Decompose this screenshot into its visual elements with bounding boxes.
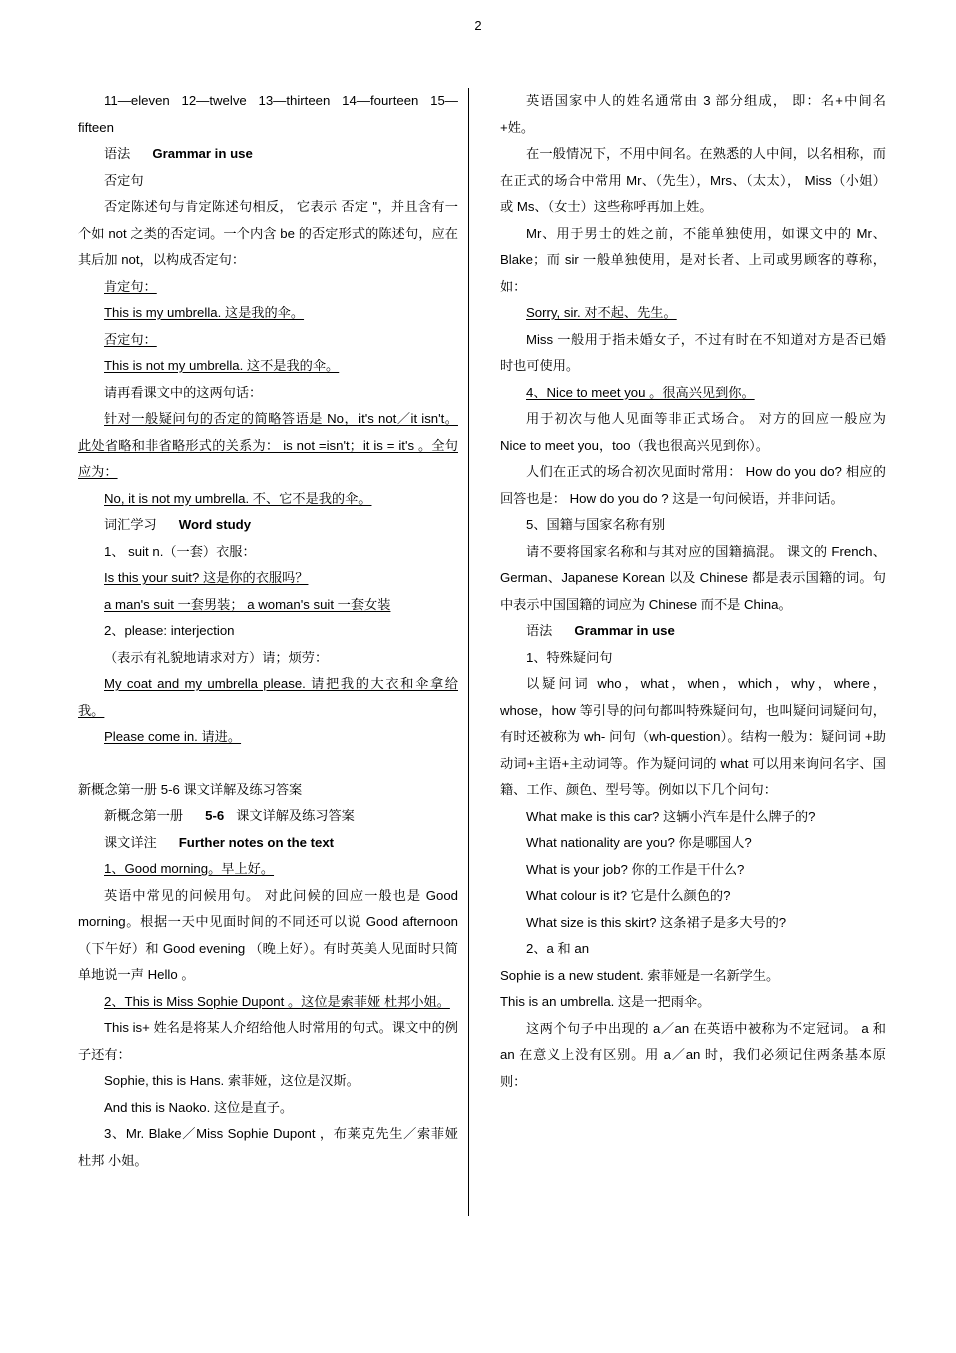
full-sentence-example: No, it is not my umbrella. 不、它不是我的伞。 [104,490,372,506]
grammar-heading-cn-right: 语法 [526,623,553,638]
grammar-item-2-body: 这两个句子中出现的 a／an 在英语中被称为不定冠词。 a 和 an 在意义上没有区别。用 a／an 时，我们必须记住两条基本原则： [500,1020,886,1089]
negative-label: 否定句： [104,331,157,347]
grammar-heading-left [78,141,458,168]
word-item-2-example-1: My coat and my umbrella please. 请把我的大衣和伞拿给我。 [78,676,458,718]
see-text-again: 请再看课文中的这两句话： [104,384,263,400]
short-answer-paragraph: 针对一般疑问句的否定的简略答语是 No，it's not／it isn't。此处省略和非省略形式的关系为： is not =isn't；it is = it's 。全句应为： [78,411,458,479]
word-item-1-example-1: Is this your suit? 这是你的衣服吗？ [104,570,309,585]
note-5-head: 5、国籍与国家名称有别 [526,517,666,532]
affirmative-example: This is my umbrella. 这是我的伞。 [104,305,305,320]
negative-example: This is not my umbrella. 这不是我的伞。 [104,358,340,373]
word-study-en: Word study [178,517,252,532]
example-job: What is your job? 你的工作是干什么? [526,861,745,877]
grammar-item-1-head: 1、特殊疑问句 [526,649,613,665]
word-item-2-gloss: （表示有礼貌地请求对方）请；烦劳： [104,649,329,665]
sorry-sir-example: Sorry, sir. 对不起、先生。 [526,305,677,320]
right-column [494,88,886,1095]
note-5-body: 请不要将国家名称和与其对应的国籍搞混。 课文的 French、German、Japanese Korean 以及 Chinese 都是表示国籍的词。句中表示中国国籍的词应为 Chinese 而不是 China。 [500,543,886,612]
further-notes-heading [78,830,458,857]
page-number: 2 [474,18,482,33]
section-title-plain: 新概念第一册 5-6 课文详解及练习答案 [78,781,303,797]
grammar-heading-en-right: Grammar in use [574,623,675,638]
name-structure-paragraph: 英语国家中人的姓名通常由 3 部分组成， 即：名+中间名+姓。 [500,93,886,135]
grammar-item-2-example-1: Sophie is a new student. 索菲娅是一名新学生。 [500,967,780,983]
word-item-1-head: 1、 suit n.（一套）衣服： [104,543,256,559]
grammar-item-1-body: 以疑问词 who，what，when，which，why，where，whose，how 等引导的问句都叫特殊疑问句，也叫疑问词疑问句， 有时还被称为 wh- 问句（wh-question）。结构一般为：疑问词 +助动词+主语+主动词等。作为疑问词的 what 可以用来询问名字、国籍、工作、颜色、型号等。例如以下几个问句： [500,676,886,797]
note-2-example-2: And this is Naoko. 这位是直子。 [104,1099,294,1115]
miss-usage-paragraph: Miss 一般用于指未婚女子，不过有时在不知道对方是否已婚时也可使用。 [500,331,886,373]
word-study-cn: 词汇学习 [104,517,157,532]
two-column-body [0,88,956,1174]
example-nationality: What nationality are you? 你是哪国人? [526,835,752,850]
word-item-1-example-2: a man's suit 一套男装； a woman's suit 一套女装 [104,596,391,612]
note-4-head: 4、Nice to meet you 。很高兴见到你。 [526,384,755,400]
section-spacer [78,751,458,777]
numbers-line: 11—eleven 12—twelve 13—thirteen 14—fourteen 15—fifteen [78,93,458,135]
word-study-heading [78,512,458,539]
further-notes-cn: 课文详注 [104,834,157,850]
mr-usage-paragraph: Mr、用于男士的姓之前，不能单独使用，如课文中的 Mr、Blake；而 sir 一般单独使用，是对长者、上司或男顾客的尊称，如： [500,225,886,294]
word-item-2-head: 2、please: interjection [104,623,235,638]
how-do-you-do-paragraph: 人们在正式的场合初次见面时常用： How do you do? 相应的回答也是： How do you do ? 这是一句问候语，并非问话。 [500,464,886,506]
note-2-body: This is+ 姓名是将某人介绍给他人时常用的句式。课文中的例子还有： [78,1020,458,1062]
note-2-example-1: Sophie, this is Hans. 索菲娅，这位是汉斯。 [104,1073,360,1088]
example-size: What size is this skirt? 这条裙子是多大号的? [526,914,787,930]
left-column [78,88,466,1174]
negative-sentence-heading: 否定句 [104,172,144,188]
grammar-item-2-head: 2、a 和 an [526,941,590,956]
name-usage-paragraph: 在一般情况下，不用中间名。在熟悉的人中间，以名相称，而在正式的场合中常用 Mr、（先生），Mrs、（太太）， Miss（小姐）或 Ms、（女士）这些称呼再加上姓。 [500,146,886,214]
note-2-head: 2、This is Miss Sophie Dupont 。这位是索菲娅 杜邦小姐。 [104,993,450,1009]
grammar-heading-en: Grammar in use [152,146,253,161]
negative-paragraph: 否定陈述句与肯定陈述句相反， 它表示 否定 "，并且含有一个如 not 之类的否定词。一个内含 be 的否定形式的陈述句，应在其后加 not，以构成否定句： [78,199,458,267]
note-1-head: 1、Good morning。早上好。 [104,861,275,876]
grammar-heading-right [500,618,886,645]
section-title-indented: 新概念第一册 5-6 课文详解及练习答案 [104,808,355,823]
note-3-head: 3、Mr. Blake／Miss Sophie Dupont ，布莱克先生／索菲娅 杜邦 小姐。 [78,1126,458,1168]
affirmative-label: 肯定句： [104,278,157,294]
grammar-item-2-example-2: This is an umbrella. 这是一把雨伞。 [500,994,711,1009]
example-car: What make is this car? 这辆小汽车是什么牌子的? [526,808,816,824]
grammar-heading-cn: 语法 [104,146,131,161]
note-1-body: 英语中常见的问候用句。 对此问候的回应一般也是 Good morning。根据一天中见面时间的不同还可以说 Good afternoon （下午好）和 Good evening （晚上好）。有时英美人见面时只简单地说一声 Hello 。 [78,887,458,982]
example-colour: What colour is it? 它是什么颜色的? [526,888,731,903]
further-notes-en: Further notes on the text [178,834,335,850]
word-item-2-example-2: Please come in. 请进。 [104,729,242,744]
note-4-body: 用于初次与他人见面等非正式场合。 对方的回应一般应为 Nice to meet you，too（我也很高兴见到你）。 [500,411,886,453]
